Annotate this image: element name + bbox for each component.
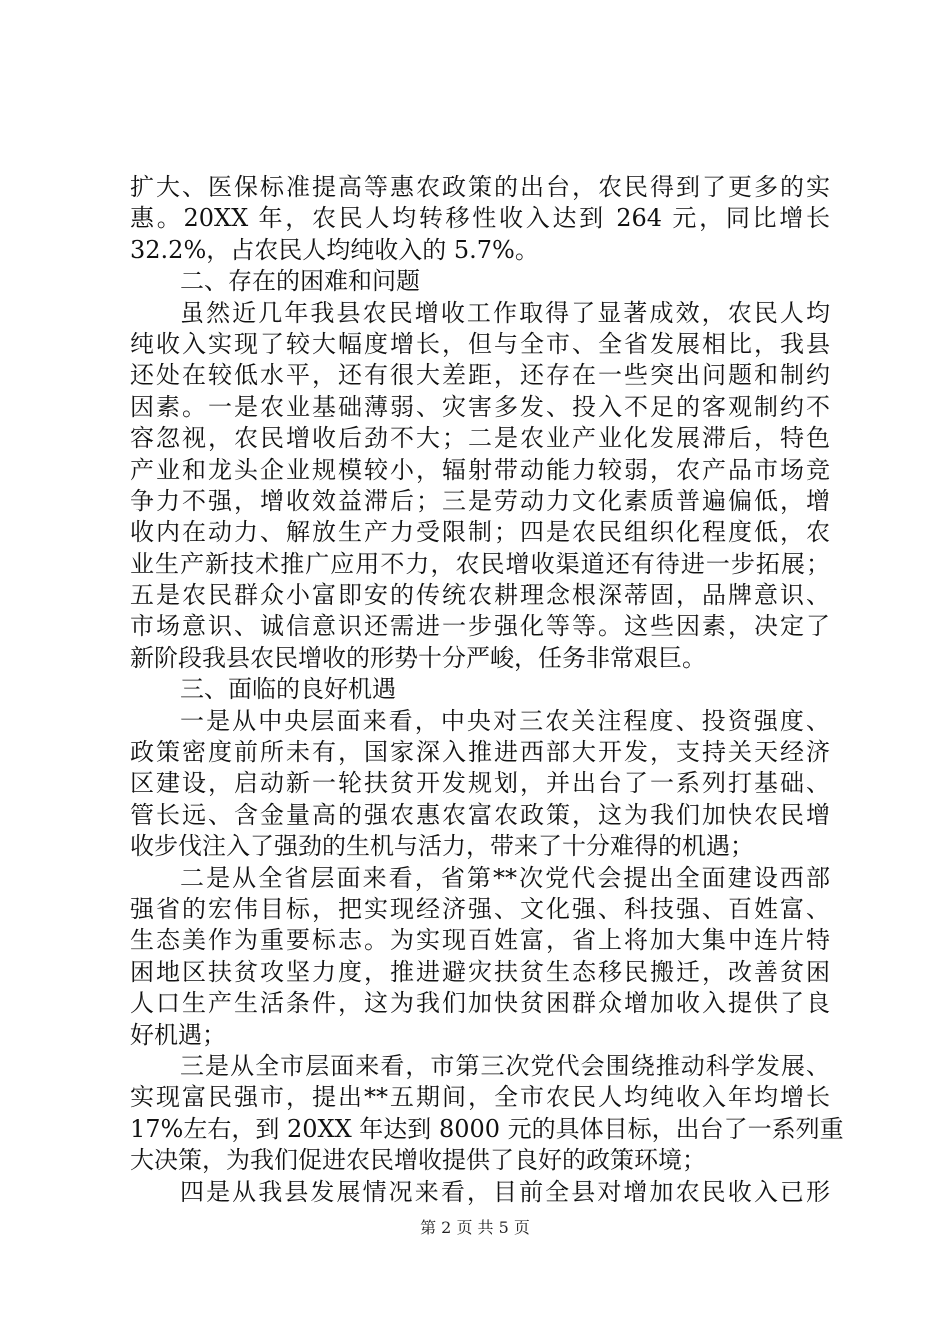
text-line: 虽然近几年我县农民增收工作取得了显著成效，农民人均 xyxy=(180,298,830,327)
text-line: 人口生产生活条件，这为我们加快贫困群众增加收入提供了良 xyxy=(130,989,830,1018)
text-line: 五是农民群众小富即安的传统农耕理念根深蒂固，品牌意识、 xyxy=(130,581,830,610)
text-line: 17%左右，到 20XX 年达到 8000 元的具体目标，出台了一系列重 xyxy=(130,1114,844,1143)
text-line: 因素。一是农业基础薄弱、灾害多发、投入不足的客观制约不 xyxy=(130,392,830,421)
text-line: 强省的宏伟目标，把实现经济强、文化强、科技强、百姓富、 xyxy=(130,894,830,923)
text-line: 业生产新技术推广应用不力，农民增收渠道还有待进一步拓展； xyxy=(130,549,830,578)
text-line: 产业和龙头企业规模较小，辐射带动能力较弱，农产品市场竞 xyxy=(130,455,830,484)
text-line: 困地区扶贫攻坚力度，推进避灾扶贫生态移民搬迁，改善贫困 xyxy=(130,957,830,986)
text-line: 政策密度前所未有，国家深入推进西部大开发，支持关天经济 xyxy=(130,738,830,767)
text-line: 四是从我县发展情况来看，目前全县对增加农民收入已形 xyxy=(180,1177,830,1206)
text-line: 好机遇； xyxy=(130,1020,226,1049)
text-line: 纯收入实现了较大幅度增长，但与全市、全省发展相比，我县 xyxy=(130,329,830,358)
text-line: 争力不强，增收效益滞后；三是劳动力文化素质普遍偏低，增 xyxy=(130,486,830,515)
text-line: 容忽视，农民增收后劲不大；二是农业产业化发展滞后，特色 xyxy=(130,424,830,453)
text-line: 二是从全省层面来看，省第**次党代会提出全面建设西部 xyxy=(180,863,830,892)
text-line: 大决策，为我们促进农民增收提供了良好的政策环境； xyxy=(130,1146,706,1175)
text-line: 收内在动力、解放生产力受限制；四是农民组织化程度低，农 xyxy=(130,518,830,547)
page-footer: 第 2 页 共 5 页 xyxy=(420,1218,530,1237)
text-line: 还处在较低水平，还有很大差距，还存在一些突出问题和制约 xyxy=(130,361,830,390)
text-line: 扩大、医保标准提高等惠农政策的出台，农民得到了更多的实 xyxy=(130,173,830,201)
text-line: 生态美作为重要标志。为实现百姓富，省上将加大集中连片特 xyxy=(130,926,830,955)
text-line: 管长远、含金量高的强农惠农富农政策，这为我们加快农民增 xyxy=(130,800,830,829)
body-text xyxy=(130,172,844,1208)
text-line: 惠。20XX 年，农民人均转移性收入达到 264 元，同比增长 xyxy=(130,204,830,233)
text-line: 三是从全市层面来看，市第三次党代会围绕推动科学发展、 xyxy=(180,1051,830,1080)
text-line: 收步伐注入了强劲的生机与活力，带来了十分难得的机遇； xyxy=(130,832,754,861)
text-line: 新阶段我县农民增收的形势十分严峻，任务非常艰巨。 xyxy=(130,643,706,672)
text-line: 区建设，启动新一轮扶贫开发规划，并出台了一系列打基础、 xyxy=(130,769,830,798)
section-heading: 二、存在的困难和问题 xyxy=(180,267,420,296)
section-heading: 三、面临的良好机遇 xyxy=(180,675,396,704)
text-line: 市场意识、诚信意识还需进一步强化等等。这些因素，决定了 xyxy=(130,612,830,641)
text-line: 一是从中央层面来看，中央对三农关注程度、投资强度、 xyxy=(180,706,830,735)
text-line: 32.2%，占农民人均纯收入的 5.7%。 xyxy=(130,235,539,264)
text-line: 实现富民强市，提出**五期间，全市农民人均纯收入年均增长 xyxy=(130,1083,830,1112)
